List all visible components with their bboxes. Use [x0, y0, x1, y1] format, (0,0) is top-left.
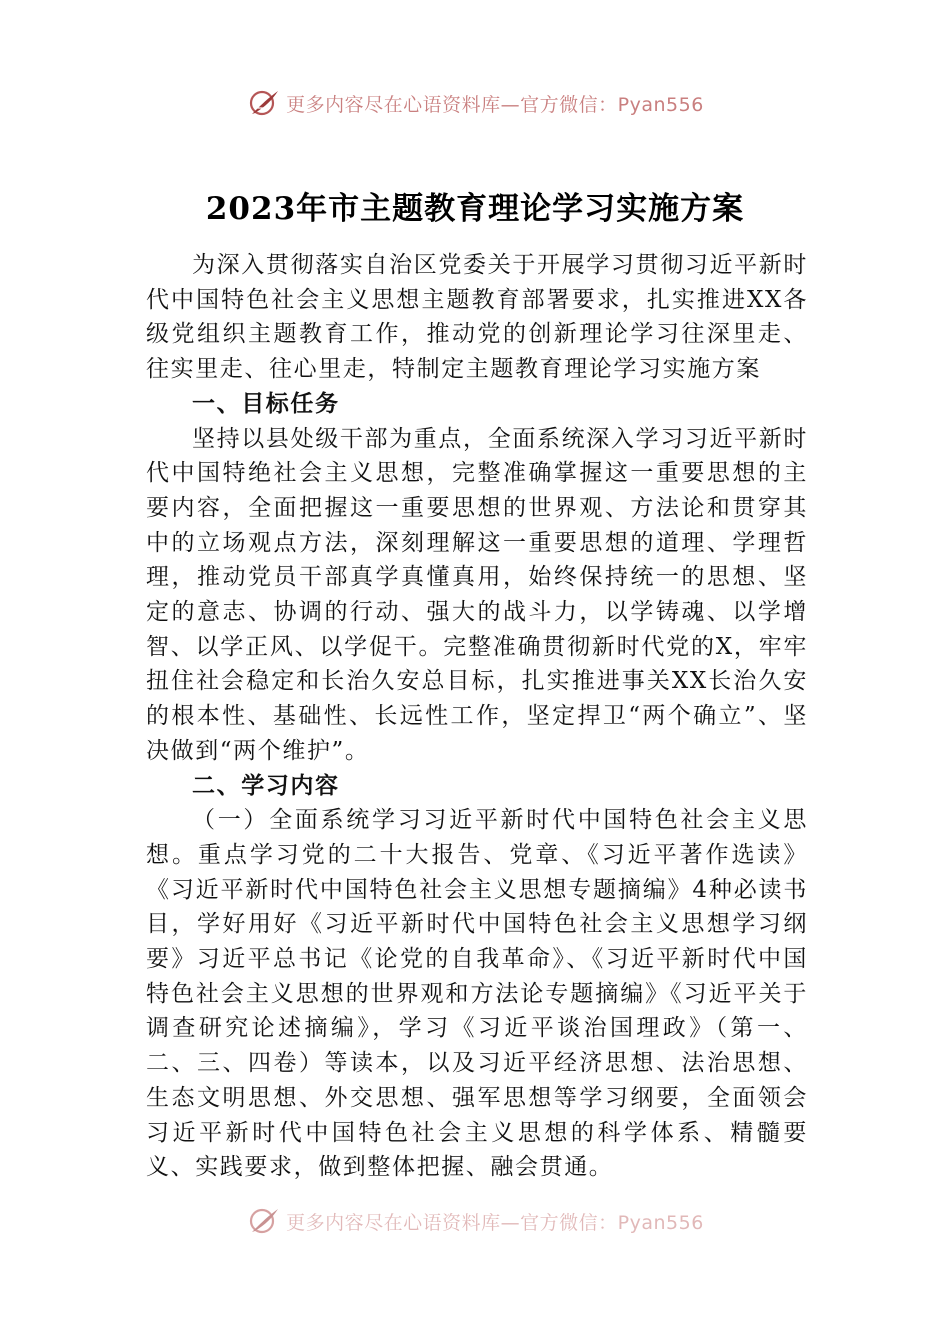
goals-paragraph: 坚持以县处级干部为重点，全面系统深入学习习近平新时代中国特绝社会主义思想，完整准确掌握这一重要思想的主要内容，全面把握这一重要思想的世界观、方法论和贯穿其中的立场观点方法，深刻理解这一重要思想的道理、学理哲理，推动党员干部真学真懂真用，始终保持统一的思想、坚定的意志、协调的行动、强大的战斗力，以学铸魂、以学增智、以学正风、以学促干。完整准确贯彻新时代党的X，牢牢扭住社会稳定和长治久安总目标，扎实推进事关XX长治久安的根本性、基础性、长远性工作，坚定捍卫“两个确立”、坚决做到“两个维护”。	[146, 425, 808, 764]
intro-paragraph: 为深入贯彻落实自治区党委关于开展学习贯彻习近平新时代中国特色社会主义思想主题教育部署要求，扎实推进XX各级党组织主题教育工作，推动党的创新理论学习往深里走、往实里走、往心里走，特制定主题教育理论学习实施方案	[146, 252, 808, 383]
document-title: 2023年市主题教育理论学习实施方案	[205, 191, 745, 227]
document-body	[146, 248, 808, 1185]
content-item-1-paragraph: （一）全面系统学习习近平新时代中国特色社会主义思想。重点学习党的二十大报告、党章、《习近平著作选读》《习近平新时代中国特色社会主义思想专题摘编》4种必读书目，学好用好《习近平新时代中国特色社会主义思想学习纲要》习近平总书记《论党的自我革命》、《习近平新时代中国特色社会主义思想的世界观和方法论专题摘编》《习近平关于调查研究论述摘编》，学习《习近平谈治国理政》（第一、二、三、四卷）等读本，以及习近平经济思想、法治思想、生态文明思想、外交思想、强军思想等学习纲要，全面领会习近平新时代中国特色社会主义思想的科学体系、精髓要义、实践要求，做到整体把握、融会贯通。	[146, 807, 808, 1181]
watermark-text: 更多内容尽在心语资料库—官方微信：Pyan556	[286, 1211, 704, 1234]
feather-pen-logo-icon	[246, 88, 280, 118]
watermark-text: 更多内容尽在心语资料库—官方微信：Pyan556	[286, 93, 704, 116]
section-heading-content: 二、学习内容	[192, 772, 340, 799]
watermark-header	[0, 86, 950, 120]
section-heading-goals: 一、目标任务	[192, 390, 340, 417]
feather-pen-logo-icon	[246, 1206, 280, 1236]
watermark-footer	[0, 1206, 950, 1236]
